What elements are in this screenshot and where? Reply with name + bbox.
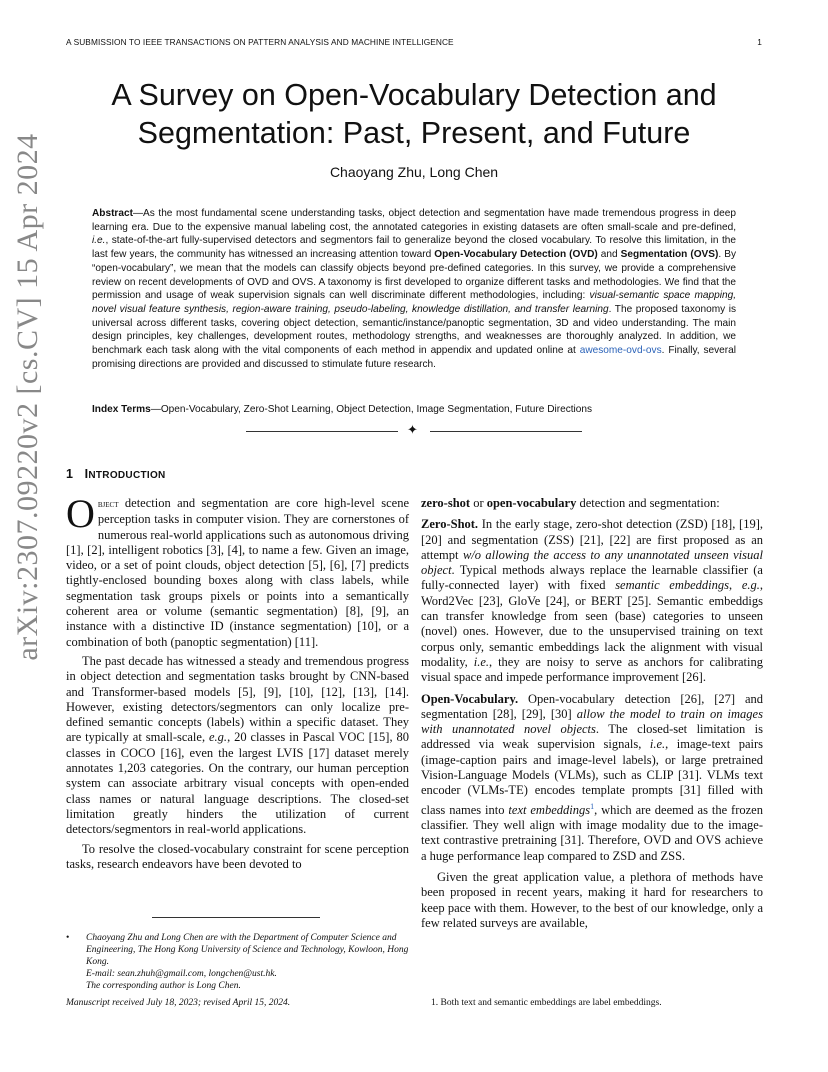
repo-link[interactable]: awesome-ovd-ovs — [579, 345, 662, 357]
paragraph-italic: semantic embeddings — [615, 578, 730, 593]
bullet-icon: • — [66, 933, 70, 943]
manuscript-dates: Manuscript received July 18, 2023; revised April 15, 2024. — [66, 998, 291, 1008]
abstract-text: . Finally, several promising directions are provided and discussed to stimulate future research. — [92, 345, 736, 370]
paragraph-text: or — [470, 496, 487, 510]
paragraph-text: Open-vocabulary detection [26], [27] and segmentation [28], [29], [30] — [421, 691, 763, 721]
section-heading — [66, 467, 166, 481]
paragraph-ie: i.e. — [649, 737, 666, 752]
open-vocabulary-label: Open-Vocabulary. — [421, 691, 519, 706]
paragraph-italic: text embeddings — [508, 802, 591, 817]
affiliation-text: Chaoyang Zhu and Long Chen are with the Department of Computer Science and Engineering, The Hong Kong University of Science and Technology, Kowloon, Hong Kong. — [86, 933, 409, 967]
intro-paragraph-1 — [66, 491, 409, 650]
abstract — [92, 207, 736, 371]
lead-word: bject — [97, 499, 119, 510]
paragraph-text: . The closed-set limitation is addressed via weak supervision signals, — [421, 722, 763, 752]
email-text: E-mail: sean.zhuh@gmail.com, longchen@ust.hk. — [86, 969, 277, 979]
author-footnote — [66, 932, 409, 992]
footnote-rule — [152, 917, 320, 918]
paragraph-text: detection and segmentation are core high-level scene perception tasks in computer vision. They are cornerstones of numerous real-world applications such as autonomous driving [1], [2], intelligent robotics [3], [4], to name a few. Given an image, video, or a set of point clouds, object detection [5], [6], [7] predicts tightly-enclosed bounding boxes along with class labels, while segmentation task groups pixels or points into a semantically coherent area or volume (semantic segmentation) [8], [9], an instance with a distinctive ID (instance segmentation) [10], or a combination of both (panoptic segmentation) [11]. — [66, 496, 409, 649]
abstract-text: . By “open-vocabulary”, we mean that the models can classify objects beyond pre-defined categories. In this survey, we provide a comprehensive review on recent developments of OVD and OVS. A taxonomy is first developed to organize different tasks and methodologies. We find that the permission and usage of weak supervision signals can well discriminate different methodologies, including: — [92, 249, 736, 302]
section-title-rest: NTRODUCTION — [88, 470, 166, 481]
journal-name: A SUBMISSION TO IEEE TRANSACTIONS ON PATTERN ANALYSIS AND MACHINE INTELLIGENCE — [66, 37, 454, 47]
divider-right — [430, 431, 582, 432]
paragraph-text: , 20 classes in Pascal VOC [15], 80 classes in COCO [16], even the largest LVIS [17] dataset merely annotates 1,203 categories. On the contrary, our human perception system can associate arbitrary visual concepts with open-ended class names or natural language descriptions. The closed-set limitation greatly hinders the utilization of current detectors/segmentors in real-world applications. — [66, 730, 410, 837]
abstract-label: Abstract — [92, 208, 133, 219]
intro-paragraph-3: To resolve the closed-vocabulary constraint for scene perception tasks, research endeavors have been devoted to — [66, 841, 409, 871]
section-number: 1 — [66, 467, 74, 481]
abstract-text: . The proposed taxonomy is universal across different tasks, covering object detection, semantic/instance/panoptic segmentation, 3D and video understanding. The main design principles, key challenges, development routes, methodology strengths, and weaknesses are thoroughly analyzed. In addition, we benchmark each task along with the vital components of each method in appendix and updated online at — [92, 303, 737, 357]
running-header — [66, 37, 762, 51]
open-vocabulary-paragraph — [421, 692, 763, 864]
authors: Chaoyang Zhu, Long Chen — [329, 164, 499, 180]
paragraph-text: , they are noisy to serve as anchors for calibrating visual space and impede performance improvement [26]. — [421, 654, 763, 685]
index-terms — [92, 404, 736, 415]
title-line-2: Segmentation: Past, Present, and Future — [137, 116, 691, 150]
abstract-ie: i.e. — [92, 235, 106, 247]
right-column — [421, 496, 763, 931]
paragraph-italic: w/o allowing the access to any unannotated unseen visual object — [421, 547, 763, 578]
title-line-1: A Survey on Open-Vocabulary Detection and — [111, 78, 717, 112]
paragraph-text: , image-text pairs (image-caption pairs and image-level labels), or large pretrained Vision-Language Models (VLMs), such as CLIP [31]. VLMs text encoder (VLMs-TE) encodes template prompts [31] filled with class names into — [421, 737, 763, 817]
paragraph-ie: i.e. — [473, 654, 489, 669]
intro-paragraph-4 — [421, 496, 763, 511]
footnote-ref[interactable]: 1 — [590, 801, 595, 811]
paragraph-text: , Word2Vec [23], GloVe [24], or BERT [25]. Semantic embeddigs can transfer knowledge from seen (base) categories to unseen (novel) ones. However, due to the unsupervised training on text corpus only, semantic embeddings lack the alignment with visual modality, — [421, 578, 763, 669]
intro-paragraph-last: Given the great application value, a plethora of methods have been proposed in recent years, making it hard for researchers to keep pace with them. However, to the best of our knowledge, only a few related surveys are available, — [421, 869, 763, 930]
paragraph-text: . Typical methods always replace the learnable classifier (a fully-connected layer) with fixed — [421, 563, 763, 593]
zero-shot-paragraph — [421, 517, 763, 685]
paragraph-eg: e.g. — [209, 730, 228, 745]
index-terms-label: Index Terms — [92, 404, 151, 415]
divider-left — [246, 431, 398, 432]
paragraph-text: , — [729, 578, 742, 593]
index-terms-text: —Open-Vocabulary, Zero-Shot Learning, Object Detection, Image Segmentation, Future Directions — [150, 404, 593, 415]
drop-cap: O — [66, 491, 95, 536]
left-column — [66, 491, 410, 872]
abstract-text: , state-of-the-art fully-supervised detectors and segmentors fail to generalize beyond the closed vocabulary. To resolve this limitation, in the last few years, the community has witnessed an increasing attention toward — [92, 235, 736, 261]
paragraph-text: detection and segmentation: — [576, 496, 720, 510]
paper-title — [60, 76, 768, 152]
zero-shot-label: Zero-Shot. — [421, 517, 479, 532]
abstract-text: and — [597, 249, 621, 261]
page-number: 1 — [757, 37, 762, 47]
abstract-methods: visual-semantic space mapping, novel visual feature synthesis, region-aware training, pseudo-labeling, knowledge distillation, and transfer learning — [92, 290, 737, 315]
paragraph-text: , which are deemed as the frozen classifier. They well align with image modality due to the image-text contrastive pretraining [31]. Therefore, OVD and OVS achieve a huge performance leap compared to ZSD and ZSS. — [421, 802, 763, 863]
footnote-1: 1. Both text and semantic embeddings are label embeddings. — [431, 998, 662, 1008]
paragraph-text: The past decade has witnessed a steady and tremendous progress in object detection and segmentation tasks brought by CNN-based and Transformer-based models [5], [9], [10], [12], [13], [14]. However, existing detectors/segmentors can only localize pre-defined semantic concepts (labels) within a specific dataset. They are typically at small-scale, — [66, 653, 409, 745]
diamond-icon: ✦ — [407, 423, 418, 438]
corresponding-author: The corresponding author is Long Chen. — [86, 981, 241, 991]
paragraph-eg: e.g. — [741, 578, 760, 593]
term-open-vocabulary: open-vocabulary — [486, 496, 577, 510]
section-initial: I — [84, 467, 89, 481]
abstract-ovs: Segmentation (OVS) — [620, 249, 719, 261]
abstract-text: —As the most fundamental scene understanding tasks, object detection and segmentation have made tremendous progress in deep learning era. Due to the expensive manual labeling cost, the annotated categories in existing datasets are often small-scale and pre-defined, — [92, 208, 736, 233]
paragraph-text: In the early stage, zero-shot detection (ZSD) [18], [19], [20] and segmentation (ZSS) [21], [22] are first proposed as an attempt — [421, 517, 763, 562]
term-zero-shot: zero-shot — [421, 496, 471, 510]
intro-paragraph-2 — [66, 654, 409, 838]
arxiv-stamp: arXiv:2307.09220v2 [cs.CV] 15 Apr 2024 — [11, 133, 44, 661]
abstract-ovd: Open-Vocabulary Detection (OVD) — [434, 249, 598, 261]
paragraph-italic: allow the model to train on images with unannotated novel objects — [421, 706, 763, 737]
